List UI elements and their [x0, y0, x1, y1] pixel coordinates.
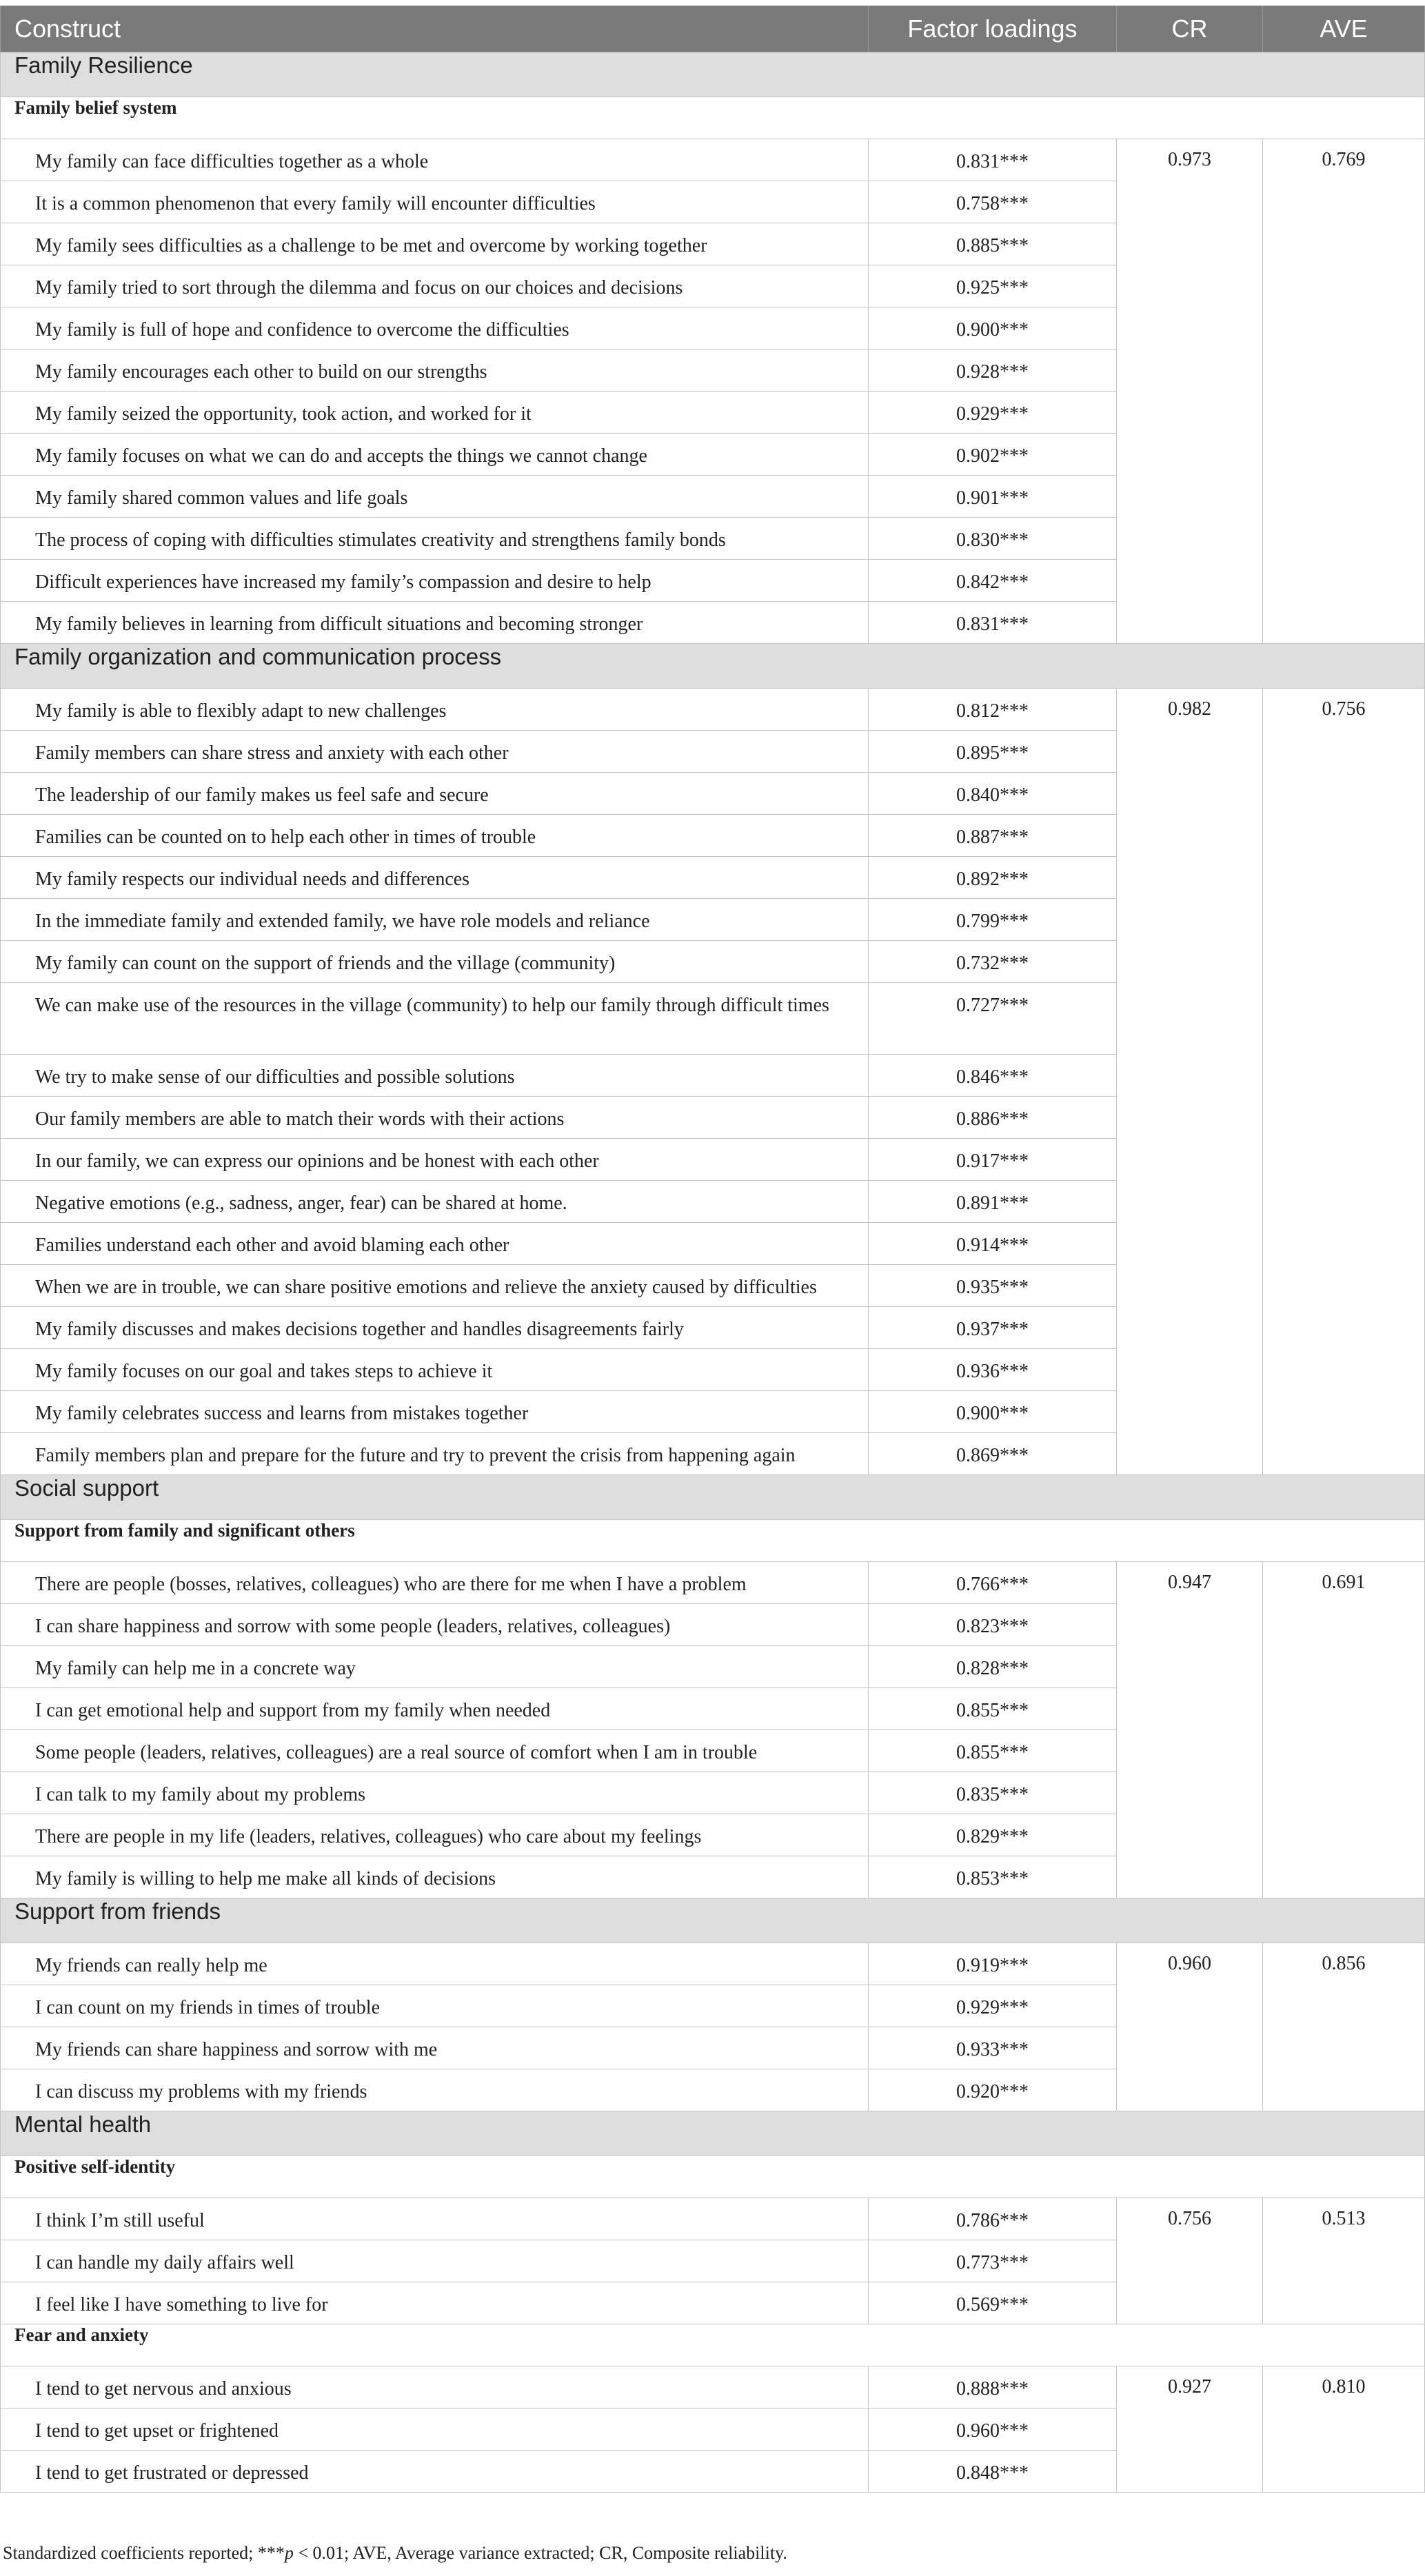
factor-loading: 0.900***: [869, 307, 1117, 349]
item-label: We can make use of the resources in the village (community) to help our family through difficult times: [1, 983, 869, 1055]
factor-loading: 0.917***: [869, 1139, 1117, 1181]
factor-loading: 0.842***: [869, 560, 1117, 602]
header-ave: AVE: [1263, 6, 1425, 52]
item-label: Families understand each other and avoid blaming each other: [1, 1223, 869, 1265]
item-label: I think I’m still useful: [1, 2198, 869, 2240]
table-row: [1, 689, 1425, 731]
factor-loading: 0.929***: [869, 1985, 1117, 2027]
item-label: I tend to get frustrated or depressed: [1, 2451, 869, 2493]
section-header-row: [1, 644, 1425, 689]
factor-loading: 0.758***: [869, 181, 1117, 223]
factor-loading: 0.569***: [869, 2282, 1117, 2324]
item-label: Family members can share stress and anxiety with each other: [1, 731, 869, 773]
item-label: I can count on my friends in times of trouble: [1, 1985, 869, 2027]
item-label: Negative emotions (e.g., sadness, anger, fear) can be shared at home.: [1, 1181, 869, 1223]
factor-loading: 0.902***: [869, 434, 1117, 476]
table-row: [1, 2198, 1425, 2240]
section-title: Family Resilience: [1, 52, 1425, 97]
section-header-row: [1, 1475, 1425, 1520]
item-label: It is a common phenomenon that every family will encounter difficulties: [1, 181, 869, 223]
factor-loading: 0.853***: [869, 1856, 1117, 1898]
item-label: My family can count on the support of friends and the village (community): [1, 941, 869, 983]
cr-value: 0.947: [1117, 1562, 1263, 1898]
factor-loading: 0.920***: [869, 2069, 1117, 2111]
item-label: Families can be counted on to help each other in times of trouble: [1, 815, 869, 857]
item-label: I can get emotional help and support from my family when needed: [1, 1688, 869, 1730]
item-label: I tend to get nervous and anxious: [1, 2366, 869, 2408]
table-row: [1, 139, 1425, 181]
item-label: My family tried to sort through the dilemma and focus on our choices and decisions: [1, 265, 869, 307]
factor-loading: 0.919***: [869, 1943, 1117, 1985]
footnote-post: < 0.01; AVE, Average variance extracted; CR, Composite reliability.: [293, 2543, 787, 2563]
item-label: My family believes in learning from difficult situations and becoming stronger: [1, 602, 869, 644]
item-label: I can handle my daily affairs well: [1, 2240, 869, 2282]
ave-value: 0.810: [1263, 2366, 1425, 2493]
factor-loading: 0.855***: [869, 1730, 1117, 1772]
subsection-title: Family belief system: [1, 97, 1425, 139]
header-construct: Construct: [1, 6, 869, 52]
item-label: In the immediate family and extended family, we have role models and reliance: [1, 899, 869, 941]
item-label: I can share happiness and sorrow with some people (leaders, relatives, colleagues): [1, 1604, 869, 1646]
section-title: Social support: [1, 1475, 1425, 1520]
item-label: My family focuses on what we can do and accepts the things we cannot change: [1, 434, 869, 476]
item-label: I tend to get upset or frightened: [1, 2408, 869, 2451]
factor-loading: 0.925***: [869, 265, 1117, 307]
item-label: My family shared common values and life goals: [1, 476, 869, 518]
section-header-row: [1, 1898, 1425, 1943]
item-label: My family respects our individual needs and differences: [1, 857, 869, 899]
item-label: I feel like I have something to live for: [1, 2282, 869, 2324]
item-label: My family can face difficulties together as a whole: [1, 139, 869, 181]
factor-loading: 0.786***: [869, 2198, 1117, 2240]
factor-loading: 0.960***: [869, 2408, 1117, 2451]
factor-loading: 0.929***: [869, 392, 1117, 434]
factor-loading: 0.829***: [869, 1814, 1117, 1856]
factor-loading: 0.732***: [869, 941, 1117, 983]
subsection-title: Positive self-identity: [1, 2156, 1425, 2198]
factor-loading: 0.831***: [869, 139, 1117, 181]
section-title: Family organization and communication process: [1, 644, 1425, 689]
subsection-header-row: [1, 1520, 1425, 1562]
section-title: Mental health: [1, 2111, 1425, 2156]
cr-value: 0.973: [1117, 139, 1263, 644]
item-label: My family can help me in a concrete way: [1, 1646, 869, 1688]
cr-value: 0.960: [1117, 1943, 1263, 2111]
section-header-row: [1, 52, 1425, 97]
factor-loading: 0.766***: [869, 1562, 1117, 1604]
item-label: My family focuses on our goal and takes steps to achieve it: [1, 1349, 869, 1391]
cr-value: 0.927: [1117, 2366, 1263, 2493]
subsection-header-row: [1, 97, 1425, 139]
item-label: When we are in trouble, we can share positive emotions and relieve the anxiety caused by difficulties: [1, 1265, 869, 1307]
item-label: Family members plan and prepare for the future and try to prevent the crisis from happening again: [1, 1433, 869, 1475]
item-label: Difficult experiences have increased my family’s compassion and desire to help: [1, 560, 869, 602]
factor-loading: 0.935***: [869, 1265, 1117, 1307]
item-label: My family seized the opportunity, took action, and worked for it: [1, 392, 869, 434]
item-label: My family is able to flexibly adapt to new challenges: [1, 689, 869, 731]
subsection-header-row: [1, 2156, 1425, 2198]
factor-loading: 0.928***: [869, 349, 1117, 392]
item-label: My family encourages each other to build on our strengths: [1, 349, 869, 392]
subsection-title: Support from family and significant others: [1, 1520, 1425, 1562]
item-label: The process of coping with difficulties stimulates creativity and strengthens family bonds: [1, 518, 869, 560]
subsection-header-row: [1, 2324, 1425, 2366]
subsection-title: Fear and anxiety: [1, 2324, 1425, 2366]
factor-loading: 0.727***: [869, 983, 1117, 1055]
item-label: Some people (leaders, relatives, colleagues) are a real source of comfort when I am in trouble: [1, 1730, 869, 1772]
factor-loading: 0.891***: [869, 1181, 1117, 1223]
ave-value: 0.856: [1263, 1943, 1425, 2111]
footnote-p: p: [284, 2543, 294, 2563]
table-row: [1, 1562, 1425, 1604]
table-row: [1, 2366, 1425, 2408]
factor-loading: 0.831***: [869, 602, 1117, 644]
header-cr: CR: [1117, 6, 1263, 52]
section-title: Support from friends: [1, 1898, 1425, 1943]
factor-loading: 0.835***: [869, 1772, 1117, 1814]
factor-loading: 0.830***: [869, 518, 1117, 560]
factor-loading: 0.900***: [869, 1391, 1117, 1433]
factor-loading: 0.799***: [869, 899, 1117, 941]
ave-value: 0.756: [1263, 689, 1425, 1475]
factor-loading: 0.895***: [869, 731, 1117, 773]
item-label: Our family members are able to match their words with their actions: [1, 1097, 869, 1139]
table-row: [1, 1943, 1425, 1985]
item-label: My family celebrates success and learns from mistakes together: [1, 1391, 869, 1433]
item-label: There are people (bosses, relatives, colleagues) who are there for me when I have a problem: [1, 1562, 869, 1604]
factor-loading: 0.885***: [869, 223, 1117, 265]
cr-value: 0.982: [1117, 689, 1263, 1475]
factor-loading: 0.892***: [869, 857, 1117, 899]
factor-loading: 0.888***: [869, 2366, 1117, 2408]
factor-loading: 0.840***: [869, 773, 1117, 815]
table-body: [1, 52, 1425, 2493]
ave-value: 0.769: [1263, 139, 1425, 644]
factor-loading: 0.828***: [869, 1646, 1117, 1688]
item-label: In our family, we can express our opinions and be honest with each other: [1, 1139, 869, 1181]
cr-value: 0.756: [1117, 2198, 1263, 2324]
factor-loading: 0.901***: [869, 476, 1117, 518]
construct-table: [0, 6, 1425, 2493]
item-label: I can talk to my family about my problems: [1, 1772, 869, 1814]
table-footnote: [3, 2543, 787, 2564]
factor-loading: 0.846***: [869, 1055, 1117, 1097]
ave-value: 0.691: [1263, 1562, 1425, 1898]
item-label: My family sees difficulties as a challenge to be met and overcome by working together: [1, 223, 869, 265]
factor-loading: 0.933***: [869, 2027, 1117, 2069]
item-label: My family is full of hope and confidence to overcome the difficulties: [1, 307, 869, 349]
table-header-row: [1, 6, 1425, 52]
factor-loading: 0.855***: [869, 1688, 1117, 1730]
item-label: There are people in my life (leaders, relatives, colleagues) who care about my feelings: [1, 1814, 869, 1856]
item-label: My family discusses and makes decisions together and handles disagreements fairly: [1, 1307, 869, 1349]
factor-loading: 0.887***: [869, 815, 1117, 857]
item-label: My friends can really help me: [1, 1943, 869, 1985]
factor-loading: 0.936***: [869, 1349, 1117, 1391]
factor-loading: 0.773***: [869, 2240, 1117, 2282]
factor-loading: 0.914***: [869, 1223, 1117, 1265]
header-factor-loadings: Factor loadings: [869, 6, 1117, 52]
ave-value: 0.513: [1263, 2198, 1425, 2324]
footnote-pre: Standardized coefficients reported; ***: [3, 2543, 285, 2563]
item-label: My family is willing to help me make all kinds of decisions: [1, 1856, 869, 1898]
item-label: My friends can share happiness and sorrow with me: [1, 2027, 869, 2069]
factor-loading: 0.886***: [869, 1097, 1117, 1139]
item-label: I can discuss my problems with my friends: [1, 2069, 869, 2111]
factor-loading: 0.812***: [869, 689, 1117, 731]
factor-loading: 0.848***: [869, 2451, 1117, 2493]
factor-loading: 0.937***: [869, 1307, 1117, 1349]
item-label: We try to make sense of our difficulties and possible solutions: [1, 1055, 869, 1097]
section-header-row: [1, 2111, 1425, 2156]
item-label: The leadership of our family makes us feel safe and secure: [1, 773, 869, 815]
factor-loading: 0.869***: [869, 1433, 1117, 1475]
factor-loading: 0.823***: [869, 1604, 1117, 1646]
